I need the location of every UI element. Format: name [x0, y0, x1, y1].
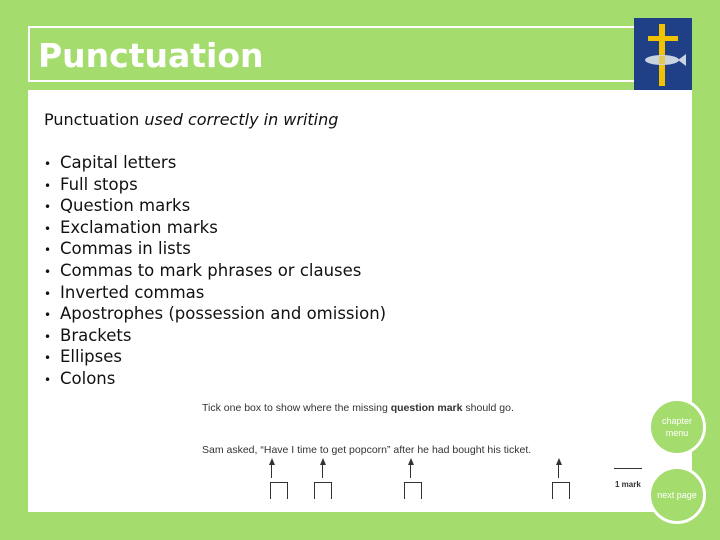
list-item: • Commas to mark phrases or clauses — [44, 260, 362, 280]
list-item: • Capital letters — [44, 153, 177, 172]
question-sentence: Sam asked, “Have I time to get popcorn” after he had bought his ticket. — [202, 444, 532, 456]
punctuation-list — [44, 152, 386, 390]
tick-box[interactable] — [552, 482, 570, 499]
list-item: • Exclamation marks — [44, 217, 218, 237]
list-item: • Apostrophes (possession and omission) — [44, 304, 387, 324]
list-item: • Inverted commas — [44, 282, 205, 302]
subtitle — [44, 110, 338, 129]
question-sample — [202, 402, 642, 506]
title-bar — [28, 26, 636, 82]
list-item: • Colons — [44, 368, 116, 388]
arrow-icon — [320, 458, 326, 465]
list-item: • Full stops — [44, 174, 138, 194]
arrow-stem — [558, 464, 559, 478]
arrow-stem — [322, 464, 323, 478]
next-page-button[interactable]: next page — [648, 466, 706, 524]
mark-label: 1 mark — [615, 480, 641, 489]
subtitle-plain: Punctuation — [44, 110, 140, 129]
cross-fish-emblem-icon — [634, 18, 692, 90]
mark-line — [614, 468, 642, 469]
chapter-menu-button[interactable]: chapter menu — [648, 398, 706, 456]
arrow-icon — [269, 458, 275, 465]
arrow-stem — [410, 464, 411, 478]
page-title: Punctuation — [38, 36, 264, 75]
arrow-stem — [271, 464, 272, 478]
list-item: • Brackets — [44, 325, 132, 345]
tick-box[interactable] — [270, 482, 288, 499]
list-item: • Commas in lists — [44, 239, 191, 259]
arrow-icon — [556, 458, 562, 465]
subtitle-italic: used correctly in writing — [144, 110, 339, 129]
list-item: • Ellipses — [44, 347, 122, 367]
tick-box[interactable] — [314, 482, 332, 499]
question-instruction: Tick one box to show where the missing question mark should go. — [202, 402, 514, 414]
tick-box[interactable] — [404, 482, 422, 499]
list-item: • Question marks — [44, 196, 191, 216]
content-panel — [28, 90, 692, 512]
arrow-icon — [408, 458, 414, 465]
